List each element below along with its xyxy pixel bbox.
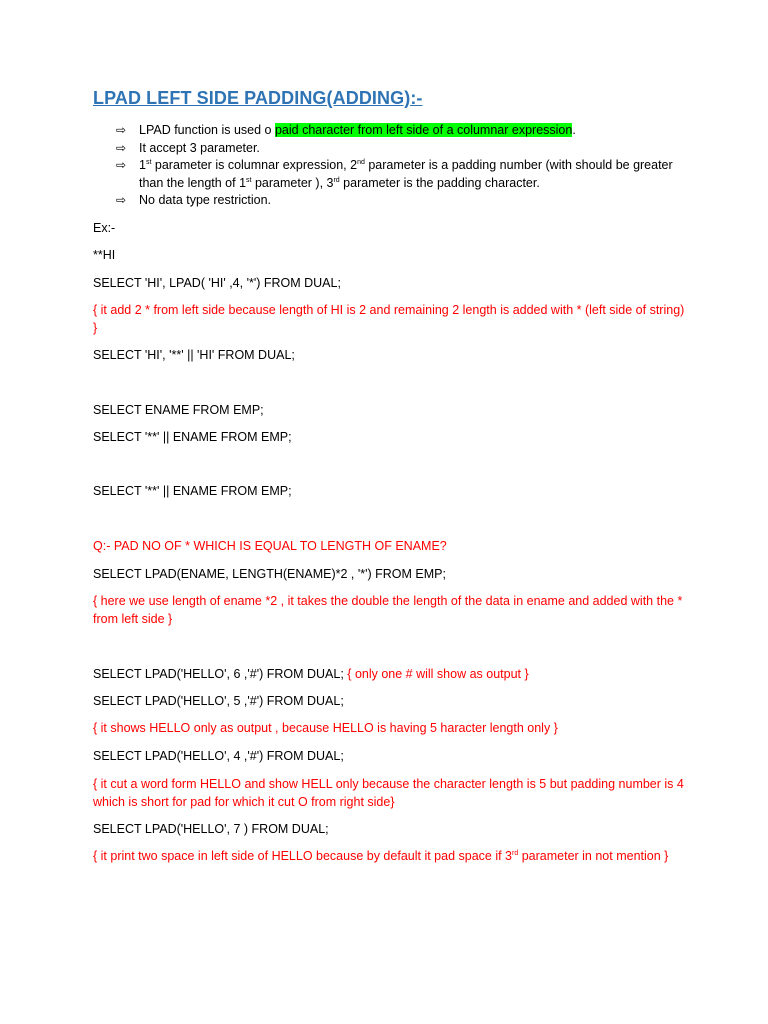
example-output: **HI (93, 248, 116, 262)
bullet-item (116, 122, 676, 140)
bullet-text: parameter ), 3 (251, 175, 334, 190)
page-title: LPAD LEFT SIDE PADDING(ADDING):- (93, 88, 423, 108)
bullet-text: 1 (139, 158, 146, 172)
explanation-note: { only one # will show as output } (347, 667, 529, 681)
sql-query: SELECT '**' || ENAME FROM EMP; (93, 484, 292, 498)
bullet-text: parameter is the padding character. (339, 175, 540, 190)
arrow-icon: ⇨ (116, 158, 127, 172)
bullet-item (116, 140, 676, 158)
bullet-item (116, 157, 676, 192)
highlighted-text: paid character from left side of a columnar expression (274, 123, 573, 137)
sql-query: SELECT '**' || ENAME FROM EMP; (93, 430, 292, 444)
note-text: parameter in not mention } (518, 849, 669, 863)
explanation-note: { it shows HELLO only as output , because HELLO is having 5 haracter length only } (93, 721, 558, 735)
arrow-icon: ⇨ (116, 123, 127, 137)
superscript: nd (357, 158, 365, 166)
bullet-text: It accept 3 parameter. (139, 140, 260, 155)
sql-query: SELECT 'HI', LPAD( 'HI' ,4, '*') FROM DUAL; (93, 276, 341, 290)
bullet-list (116, 122, 676, 210)
explanation-note: { it add 2 * from left side because length of HI is 2 and remaining 2 length is added with * (left side of string) } (93, 303, 685, 335)
bullet-text: parameter is columnar expression, 2 (151, 158, 358, 172)
sql-query-line (93, 666, 688, 684)
sql-query: SELECT ENAME FROM EMP; (93, 403, 264, 417)
sql-query: SELECT LPAD(ENAME, LENGTH(ENAME)*2 , '*') FROM EMP; (93, 567, 446, 581)
bullet-text: parameter is a padding number (with should be greater than the length of 1 (139, 158, 673, 190)
arrow-icon: ⇨ (116, 193, 127, 207)
superscript: rd (512, 849, 519, 857)
explanation-note: { here we use length of ename *2 , it takes the double the length of the data in ename and added with the * from left side } (93, 594, 683, 626)
sql-query: SELECT LPAD('HELLO', 4 ,'#') FROM DUAL; (93, 749, 344, 763)
question-text: Q:- PAD NO OF * WHICH IS EQUAL TO LENGTH OF ENAME? (93, 539, 447, 553)
sql-query: SELECT LPAD('HELLO', 5 ,'#') FROM DUAL; (93, 694, 344, 708)
sql-query: SELECT LPAD('HELLO', 6 ,'#') FROM DUAL; (93, 667, 348, 681)
superscript: st (145, 158, 152, 166)
sql-query: SELECT 'HI', '**' || 'HI' FROM DUAL; (93, 348, 295, 362)
superscript: rd (333, 176, 340, 184)
example-label: Ex:- (93, 221, 116, 235)
bullet-text: . (572, 123, 576, 137)
note-text: { it print two space in left side of HELLO because by default it pad space if 3 (93, 849, 512, 863)
explanation-note: { it cut a word form HELLO and show HELL only because the character length is 5 but padding number is 4 which is short for pad for which it cut O from right side} (93, 777, 684, 809)
bullet-item (116, 192, 676, 210)
superscript: st (246, 176, 252, 184)
bullet-text: No data type restriction. (139, 193, 272, 207)
explanation-note (93, 848, 688, 866)
sql-query: SELECT LPAD('HELLO', 7 ) FROM DUAL; (93, 822, 329, 836)
arrow-icon: ⇨ (116, 140, 127, 155)
bullet-text: LPAD function is used o (139, 123, 275, 137)
